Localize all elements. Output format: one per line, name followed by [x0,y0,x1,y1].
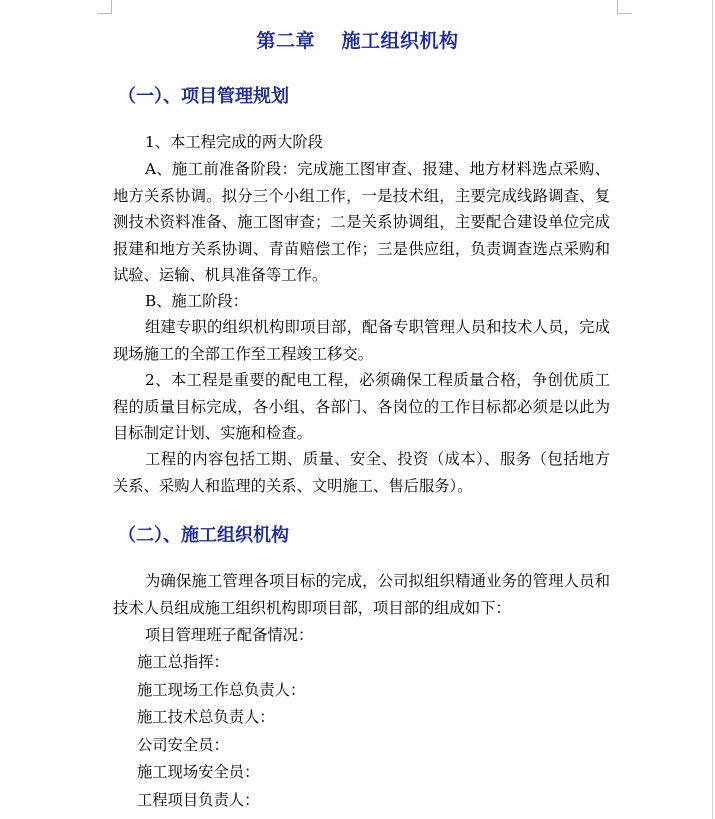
item3-paragraph: 工程的内容包括工期、质量、安全、投资（成本）、服务（包括地方关系、采购人和监理的关系、文明施工、售后服务）。 [113,450,610,495]
role-line: 工程项目负责人： [137,791,260,809]
item2-paragraph: 2、本工程是重要的配电工程，必须确保工程质量合格，争创优质工程的质量目标完成，各小组、各部门、各岗位的工作目标都必须是以此为目标制定计划、实施和检查。 [113,371,610,442]
role-line: 施工现场安全员： [137,763,260,781]
section-heading-organization: （二）、施工组织机构 [118,525,289,546]
page-edge-line [712,0,713,819]
organization-intro-paragraph: 为确保施工管理各项目标的完成，公司拟组织精通业务的管理人员和技术人员组成施工组织机构即项目部，项目部的组成如下： [113,572,610,617]
item-b-title: B、施工阶段： [145,292,249,310]
role-line: 公司安全员： [137,736,229,754]
item-a-paragraph: A、施工前准备阶段：完成施工图审查、报建、地方材料选点采购、地方关系协调。拟分三个小组工作，一是技术组，主要完成线路调查、复测技术资料准备、施工图审查；二是关系协调组，主要配合建设单位完成报建和地方关系协调、青苗赔偿工作；三是供应组，负责调查选点采购和试验、运输、机具准备等工作。 [113,160,610,284]
role-line: 施工总指挥： [137,653,229,671]
chapter-title: 第二章 施工组织机构 [256,30,459,52]
page-corner-mark-right [617,0,632,14]
section-heading-project-management: （一）、项目管理规划 [118,86,289,107]
item-b-paragraph: 组建专职的组织机构即项目部，配备专职管理人员和技术人员，完成现场施工的全部工作至工程竣工移交。 [113,318,610,363]
role-line: 施工技术总负责人： [137,708,275,726]
team-title: 项目管理班子配备情况： [145,626,314,644]
role-line: 施工现场工作总负责人： [137,681,306,699]
page-corner-mark-left [97,0,112,14]
item1-title: 1、本工程完成的两大阶段 [145,133,323,151]
